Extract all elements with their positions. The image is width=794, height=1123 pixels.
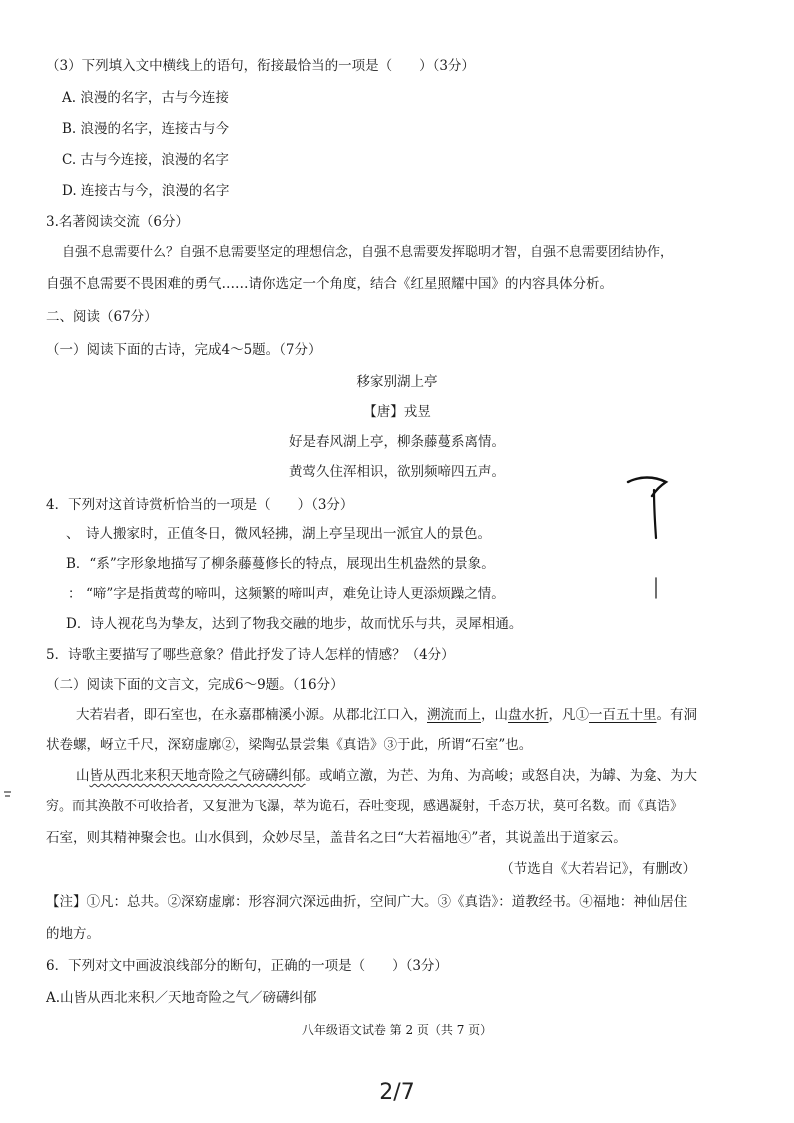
part2-title: （二）阅读下面的文言文，完成6～9题。（16分） <box>46 677 344 693</box>
q3-option-b: B. 浪漫的名字，连接古与今 <box>62 121 230 137</box>
q5-stem: 5．诗歌主要描写了哪些意象？借此抒发了诗人怎样的情感？（4分） <box>46 647 455 663</box>
underlined-phrase: 盘水折 <box>508 707 549 723</box>
q4-option-b: B．“系”字形象地描写了柳条藤蔓修长的特点，展现出生机盎然的景象。 <box>66 556 495 572</box>
passage-text: 。或峭立激，为芒、为角、为高峻；或怒自决，为罅、为龛、为大 <box>305 768 697 784</box>
poem-line-1: 好是春风湖上亭，柳条藤蔓系离情。 <box>289 434 505 450</box>
passage-line-5: 石室，则其精神聚会也。山水俱到，众妙尽呈，盖昔名之曰“大若福地④”者，其说盖出于道家云。 <box>46 830 627 846</box>
margin-speck <box>2 788 14 800</box>
passage-line-2: 状卷螺，岈立千尺，深窈虚廓②，梁陶弘景尝集《真诰》③于此，所谓“石室”也。 <box>46 737 533 753</box>
poem-author: 【唐】戎昱 <box>363 404 431 420</box>
page-number: 2/7 <box>379 1080 415 1105</box>
passage-source: （节选自《大若岩记》，有删改） <box>500 861 696 877</box>
passage-text: ，凡① <box>548 707 589 723</box>
poem-title: 移家别湖上亭 <box>356 374 438 390</box>
poem-line-2: 黄莺久住浑相识，欲别频啼四五声。 <box>289 464 505 480</box>
mingzhu-title: 3.名著阅读交流（6分） <box>46 214 189 230</box>
underlined-phrase: 一百五十里 <box>589 707 657 723</box>
q3-option-a: A. 浪漫的名字，古与今连接 <box>62 90 229 106</box>
section-title-reading: 二、阅读（67分） <box>46 309 158 325</box>
q3-stem: （3）下列填入文中横线上的语句，衔接最恰当的一项是（ ）（3分） <box>46 58 475 74</box>
passage-text: ，山 <box>481 707 508 723</box>
q4-option-a: 诗人搬家时，正值冬日，微风轻拂，湖上亭呈现出一派宜人的景色。 <box>86 526 491 542</box>
passage-text: 大若岩者，即石室也，在永嘉郡楠溪小源。从郡北江口入， <box>76 707 427 723</box>
passage-text: 山 <box>76 768 90 784</box>
q4-option-d: D．诗人视花鸟为挚友，达到了物我交融的地步，故而忧乐与共，灵犀相通。 <box>66 616 523 632</box>
passage-text: 。有洞 <box>656 707 697 723</box>
passage-line-4: 穷。而其涣散不可收拾者，又复泄为飞瀑，萃为诡石，吞吐变现，感遇凝射，千态万状，莫可名数。而《真诰》 <box>46 799 684 814</box>
q4-option-c: “啼”字是指黄莺的啼叫，这频繁的啼叫声，难免让诗人更添烦躁之情。 <box>86 586 505 602</box>
mingzhu-line-1: 自强不息需要什么？自强不息需要坚定的理想信念，自强不息需要发挥聪明才智，自强不息需要团结协作， <box>62 245 674 260</box>
q4-option-a-mark: 、 <box>66 526 80 542</box>
annotation-line-2: 的地方。 <box>46 926 100 942</box>
q3-option-d: D. 连接古与今，浪漫的名字 <box>62 183 230 199</box>
q4-option-c-mark: ： <box>68 586 82 602</box>
mingzhu-line-2: 自强不息需要不畏困难的勇气……请你选定一个角度，结合《红星照耀中国》的内容具体分析。 <box>46 276 613 292</box>
q3-option-c: C. 古与今连接，浪漫的名字 <box>62 152 229 168</box>
passage-line-3 <box>76 768 697 784</box>
annotation-line-1: 【注】①凡：总共。②深窈虚廓：形容洞穴深远曲折，空间广大。③《真诰》：道教经书。④福地：神仙居住 <box>46 894 688 910</box>
passage-line-1 <box>76 707 697 723</box>
q6-stem: 6．下列对文中画波浪线部分的断句，正确的一项是（ ）（3分） <box>46 958 448 974</box>
part1-title: （一）阅读下面的古诗，完成4～5题。（7分） <box>46 342 322 358</box>
page-footer: 八年级语文试卷 第 2 页（共 7 页） <box>301 1023 493 1037</box>
underlined-phrase: 溯流而上 <box>427 707 481 723</box>
handwritten-mark <box>620 470 680 610</box>
wavy-underlined-phrase: 皆从西北来积天地奇险之气磅礴纠郁 <box>89 768 306 784</box>
q6-option-a: A.山皆从西北来积／天地奇险之气／磅礴纠郁 <box>46 990 317 1006</box>
q4-stem: 4．下列对这首诗赏析恰当的一项是（ ）（3分） <box>46 497 354 513</box>
